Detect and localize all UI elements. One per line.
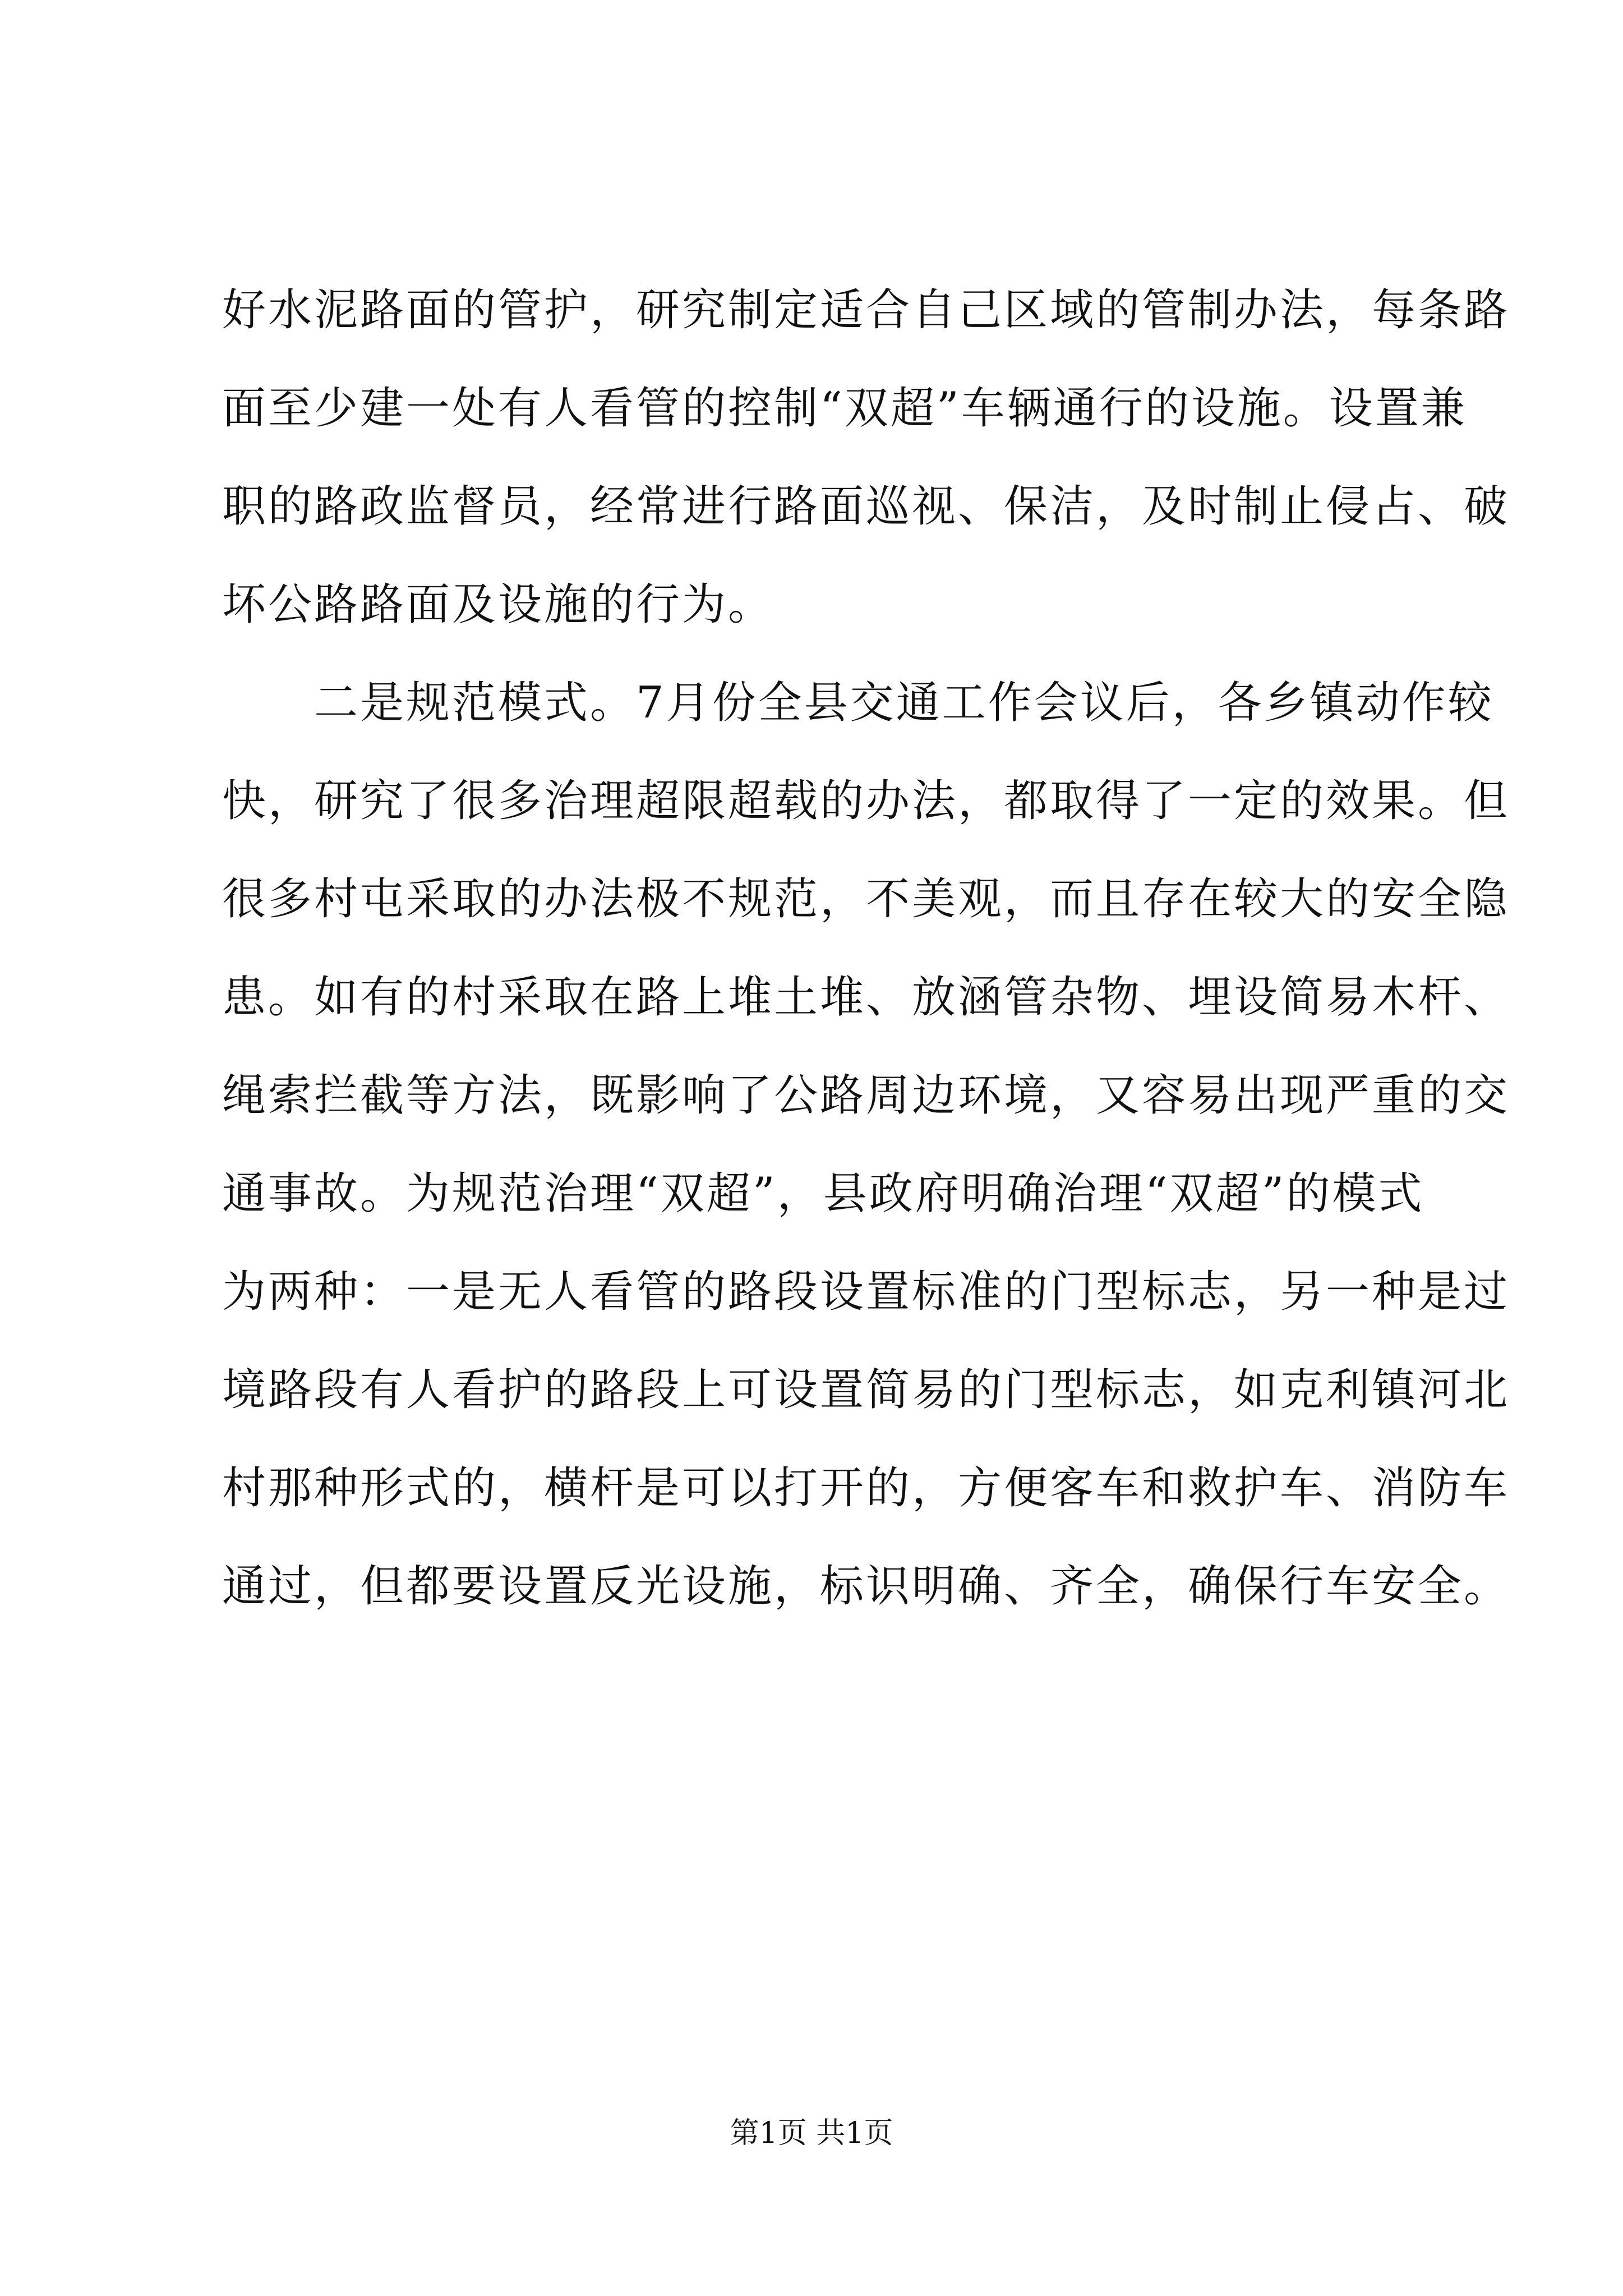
paragraph-line: 为两种：一是无人看管的路段设置标准的门型标志，另一种是过 [222,1267,1510,1317]
paragraph-line: 职的路政监督员，经常进行路面巡视、保洁，及时制止侵占、破 [222,481,1510,532]
paragraph-line: 很多村屯采取的办法极不规范，不美观，而且存在较大的安全隐 [222,874,1510,924]
paragraph-line: 快，研究了很多治理超限超载的办法，都取得了一定的效果。但 [222,776,1510,826]
paragraph-line: 好水泥路面的管护，研究制定适合自己区域的管制办法，每条路 [222,285,1510,335]
page-number-footer: 第1页 共1页 [730,2116,893,2150]
paragraph-line: 境路段有人看护的路段上可设置简易的门型标志，如克利镇河北 [222,1365,1510,1415]
paragraph-line: 村那种形式的，横杆是可以打开的，方便客车和救护车、消防车 [222,1463,1510,1513]
document-body [222,261,1510,1636]
paragraph-line: 通事故。为规范治理“双超”，县政府明确治理“双超”的模式 [222,1168,1424,1219]
paragraph-line: 通过，但都要设置反光设施，标识明确、齐全，确保行车安全。 [222,1561,1510,1612]
paragraph-line: 二是规范模式。7月份全县交通工作会议后，各乡镇动作较 [314,678,1494,728]
paragraph-line: 绳索拦截等方法，既影响了公路周边环境，又容易出现严重的交 [222,1070,1510,1121]
paragraph-line: 患。如有的村采取在路上堆土堆、放涵管杂物、埋设简易木杆、 [222,972,1510,1023]
paragraph-line: 坏公路路面及设施的行为。 [222,579,774,630]
paragraph-line: 面至少建一处有人看管的控制“双超”车辆通行的设施。设置兼 [222,383,1467,434]
